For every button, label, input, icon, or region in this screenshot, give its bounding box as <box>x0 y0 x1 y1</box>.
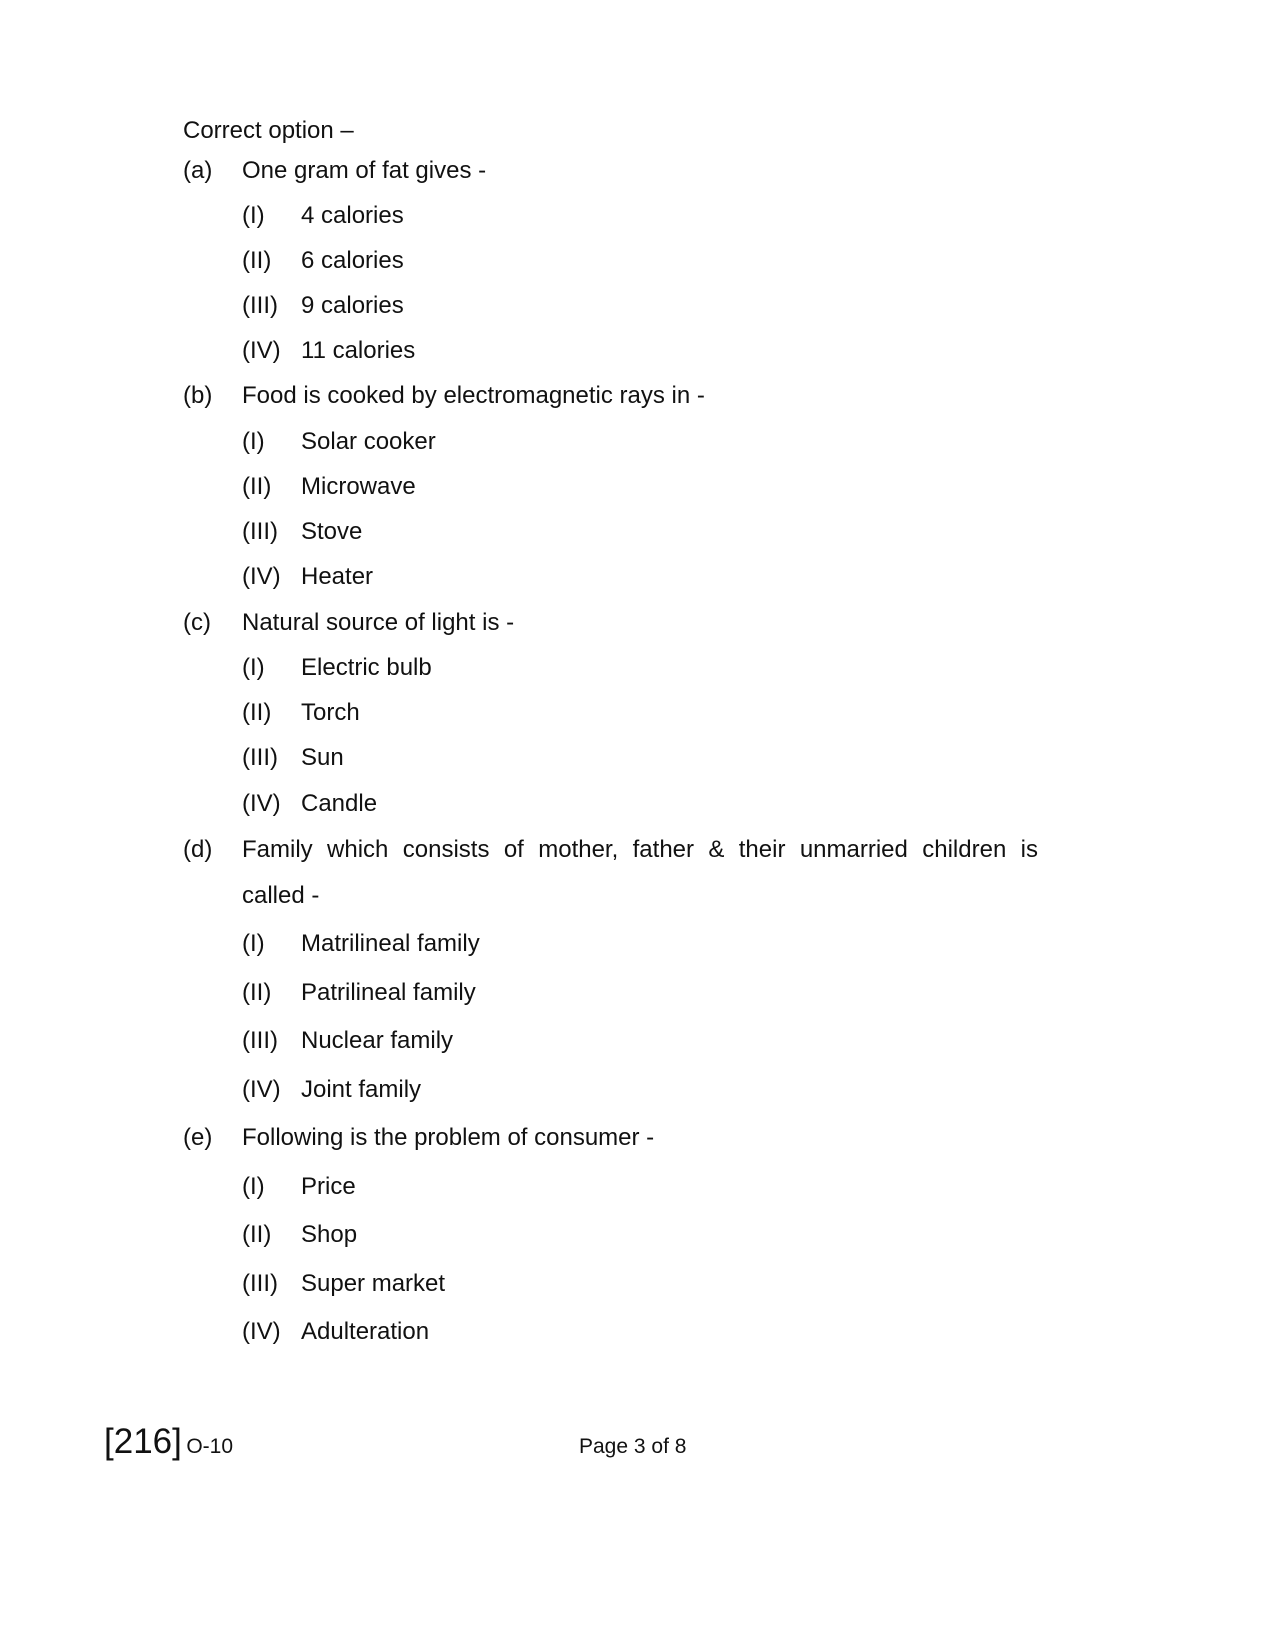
question-c-option-3-text: Sun <box>301 744 344 771</box>
question-e-text: Following is the problem of consumer - <box>242 1124 655 1151</box>
section-heading: Correct option – <box>183 117 354 144</box>
question-c-option-2-text: Torch <box>301 699 360 726</box>
question-a-option-4-marker: (IV) <box>242 337 281 364</box>
question-e-option-3-marker: (III) <box>242 1270 278 1297</box>
question-b-option-3-text: Stove <box>301 518 363 545</box>
question-b-option-2-text: Microwave <box>301 473 416 500</box>
question-d-option-3-marker: (III) <box>242 1027 278 1054</box>
question-c-option-4-marker: (IV) <box>242 790 281 817</box>
question-b-option-3-marker: (III) <box>242 518 278 545</box>
question-d-text: Family which consists of mother, father & their unmarried children is <box>242 836 1038 863</box>
page-number: Page 3 of 8 <box>579 1435 687 1458</box>
paper-code-number: [216] <box>104 1422 182 1461</box>
question-d-option-3-text: Nuclear family <box>301 1027 454 1054</box>
question-e-option-2-text: Shop <box>301 1221 358 1248</box>
question-b-option-2-marker: (II) <box>242 473 272 500</box>
question-a-marker: (a) <box>183 157 213 184</box>
question-b-marker: (b) <box>183 382 213 409</box>
question-d-option-1-marker: (I) <box>242 930 265 957</box>
question-e-option-1-text: Price <box>301 1173 356 1200</box>
question-c-option-2-marker: (II) <box>242 699 272 726</box>
question-b-option-4-marker: (IV) <box>242 563 281 590</box>
question-d-option-1-text: Matrilineal family <box>301 930 480 957</box>
question-c-option-3-marker: (III) <box>242 744 278 771</box>
question-e-option-4-marker: (IV) <box>242 1318 281 1345</box>
question-e-option-1-marker: (I) <box>242 1173 265 1200</box>
question-d-marker: (d) <box>183 836 213 863</box>
question-d-option-2-marker: (II) <box>242 979 272 1006</box>
question-b-option-1-text: Solar cooker <box>301 428 436 455</box>
question-e-option-4-text: Adulteration <box>301 1318 430 1345</box>
question-c-marker: (c) <box>183 609 211 636</box>
paper-subcode: O-10 <box>186 1435 233 1458</box>
question-b-text: Food is cooked by electromagnetic rays in - <box>242 382 705 409</box>
question-d-option-2-text: Patrilineal family <box>301 979 476 1006</box>
question-d-option-4-text: Joint family <box>301 1076 422 1103</box>
question-c-option-1-marker: (I) <box>242 654 265 681</box>
question-a-option-1-text: 4 calories <box>301 202 404 229</box>
question-a-text: One gram of fat gives - <box>242 157 487 184</box>
paper-code <box>104 1422 233 1467</box>
question-a-option-4-text: 11 calories <box>301 337 416 364</box>
question-a-option-2-marker: (II) <box>242 247 272 274</box>
question-c-text: Natural source of light is - <box>242 609 515 636</box>
question-a-option-3-marker: (III) <box>242 292 278 319</box>
question-a-option-1-marker: (I) <box>242 202 265 229</box>
question-a-option-3-text: 9 calories <box>301 292 404 319</box>
question-b-option-4-text: Heater <box>301 563 374 590</box>
question-a-option-2-text: 6 calories <box>301 247 404 274</box>
question-d-text-continued: called - <box>242 882 320 909</box>
question-c-option-4-text: Candle <box>301 790 378 817</box>
question-d-option-4-marker: (IV) <box>242 1076 281 1103</box>
question-e-option-3-text: Super market <box>301 1270 446 1297</box>
question-e-option-2-marker: (II) <box>242 1221 272 1248</box>
question-e-marker: (e) <box>183 1124 213 1151</box>
question-b-option-1-marker: (I) <box>242 428 265 455</box>
question-c-option-1-text: Electric bulb <box>301 654 432 681</box>
